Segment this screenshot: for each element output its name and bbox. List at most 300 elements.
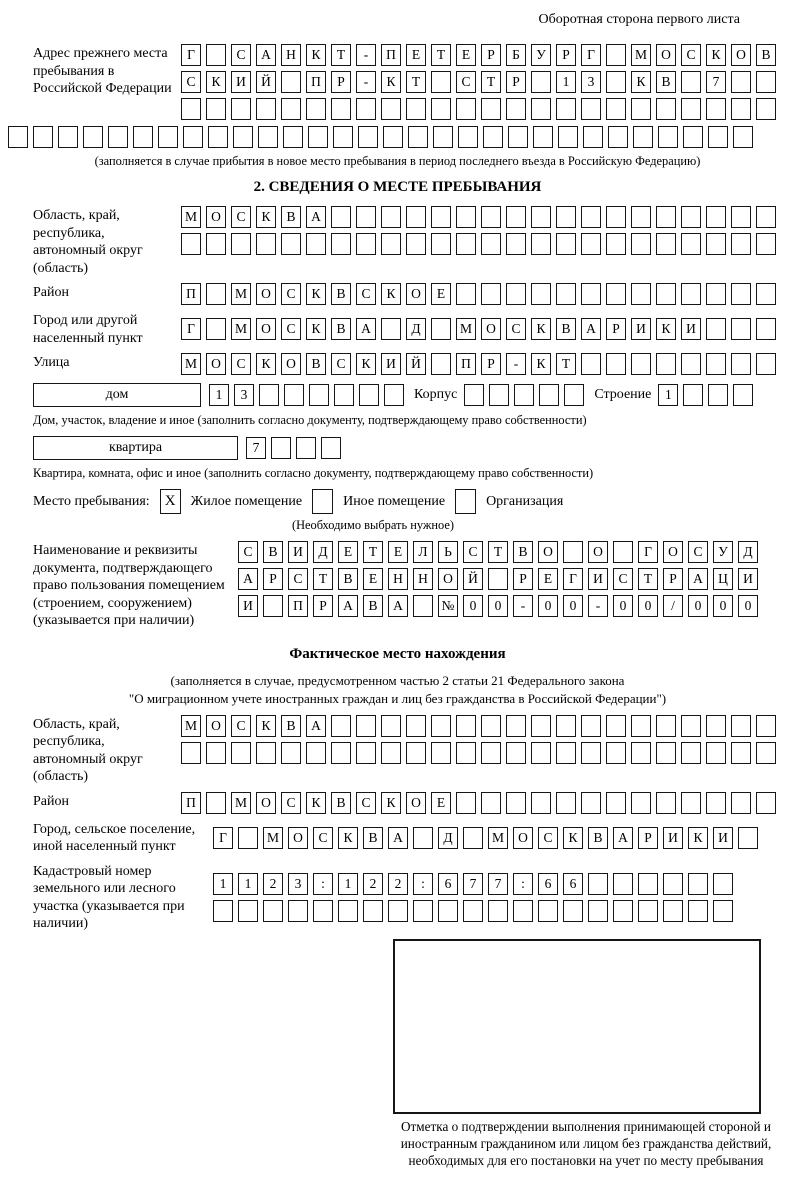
char-cell[interactable]: И bbox=[238, 595, 258, 617]
char-cell[interactable]: О bbox=[406, 792, 426, 814]
char-cell[interactable]: К bbox=[531, 353, 551, 375]
char-cell[interactable]: Д bbox=[313, 541, 333, 563]
char-cell[interactable] bbox=[306, 742, 326, 764]
char-cell[interactable] bbox=[588, 873, 608, 895]
char-cell[interactable]: Т bbox=[481, 71, 501, 93]
char-cell[interactable] bbox=[433, 126, 453, 148]
char-cell[interactable] bbox=[406, 742, 426, 764]
char-cell[interactable] bbox=[463, 900, 483, 922]
char-cell[interactable] bbox=[481, 206, 501, 228]
char-cell[interactable]: 7 bbox=[488, 873, 508, 895]
char-cell[interactable] bbox=[431, 715, 451, 737]
char-cell[interactable]: - bbox=[588, 595, 608, 617]
char-cell[interactable]: Ц bbox=[713, 568, 733, 590]
char-cell[interactable]: В bbox=[306, 353, 326, 375]
char-cell[interactable] bbox=[706, 318, 726, 340]
char-cell[interactable]: С bbox=[538, 827, 558, 849]
checkbox-inoe[interactable] bbox=[312, 489, 333, 514]
char-cell[interactable] bbox=[606, 98, 626, 120]
char-cell[interactable] bbox=[563, 900, 583, 922]
char-cell[interactable] bbox=[556, 98, 576, 120]
char-cell[interactable]: Т bbox=[363, 541, 383, 563]
char-cell[interactable] bbox=[556, 206, 576, 228]
char-cell[interactable]: Г bbox=[638, 541, 658, 563]
char-cell[interactable]: К bbox=[206, 71, 226, 93]
char-cell[interactable] bbox=[356, 206, 376, 228]
char-cell[interactable] bbox=[756, 792, 776, 814]
char-cell[interactable] bbox=[256, 742, 276, 764]
char-cell[interactable]: 2 bbox=[363, 873, 383, 895]
char-cell[interactable]: В bbox=[756, 44, 776, 66]
char-cell[interactable]: В bbox=[338, 568, 358, 590]
char-cell[interactable]: : bbox=[313, 873, 333, 895]
char-cell[interactable] bbox=[731, 715, 751, 737]
char-cell[interactable]: В bbox=[588, 827, 608, 849]
char-cell[interactable] bbox=[756, 742, 776, 764]
char-cell[interactable] bbox=[656, 206, 676, 228]
char-cell[interactable]: К bbox=[306, 44, 326, 66]
char-cell[interactable]: У bbox=[713, 541, 733, 563]
char-cell[interactable]: Т bbox=[488, 541, 508, 563]
char-cell[interactable] bbox=[431, 71, 451, 93]
char-cell[interactable] bbox=[756, 353, 776, 375]
char-cell[interactable] bbox=[231, 742, 251, 764]
char-cell[interactable]: 6 bbox=[438, 873, 458, 895]
char-cell[interactable] bbox=[564, 384, 584, 406]
char-cell[interactable]: Р bbox=[606, 318, 626, 340]
char-cell[interactable]: С bbox=[281, 283, 301, 305]
char-cell[interactable] bbox=[263, 900, 283, 922]
char-cell[interactable] bbox=[83, 126, 103, 148]
char-cell[interactable]: И bbox=[663, 827, 683, 849]
char-cell[interactable] bbox=[181, 98, 201, 120]
char-cell[interactable]: К bbox=[256, 715, 276, 737]
char-cell[interactable]: Т bbox=[313, 568, 333, 590]
char-cell[interactable]: С bbox=[613, 568, 633, 590]
char-cell[interactable] bbox=[431, 318, 451, 340]
char-cell[interactable]: С bbox=[281, 318, 301, 340]
char-cell[interactable] bbox=[359, 384, 379, 406]
char-cell[interactable] bbox=[381, 715, 401, 737]
char-cell[interactable] bbox=[656, 792, 676, 814]
char-cell[interactable] bbox=[681, 206, 701, 228]
char-cell[interactable]: С bbox=[238, 541, 258, 563]
char-cell[interactable] bbox=[256, 233, 276, 255]
char-cell[interactable]: И bbox=[588, 568, 608, 590]
char-cell[interactable]: У bbox=[531, 44, 551, 66]
char-cell[interactable] bbox=[506, 206, 526, 228]
char-cell[interactable] bbox=[431, 206, 451, 228]
char-cell[interactable] bbox=[606, 283, 626, 305]
char-cell[interactable] bbox=[464, 384, 484, 406]
char-cell[interactable] bbox=[258, 126, 278, 148]
char-cell[interactable] bbox=[231, 98, 251, 120]
char-cell[interactable]: О bbox=[663, 541, 683, 563]
char-cell[interactable]: Д bbox=[438, 827, 458, 849]
char-cell[interactable] bbox=[506, 715, 526, 737]
char-cell[interactable] bbox=[481, 792, 501, 814]
char-cell[interactable]: - bbox=[513, 595, 533, 617]
char-cell[interactable]: Е bbox=[338, 541, 358, 563]
char-cell[interactable] bbox=[363, 900, 383, 922]
char-cell[interactable]: 0 bbox=[463, 595, 483, 617]
char-cell[interactable]: 1 bbox=[338, 873, 358, 895]
char-cell[interactable] bbox=[631, 233, 651, 255]
char-cell[interactable]: Н bbox=[388, 568, 408, 590]
char-cell[interactable] bbox=[206, 318, 226, 340]
char-cell[interactable] bbox=[206, 233, 226, 255]
char-cell[interactable] bbox=[506, 742, 526, 764]
char-cell[interactable]: К bbox=[631, 71, 651, 93]
char-cell[interactable] bbox=[206, 283, 226, 305]
char-cell[interactable]: С bbox=[681, 44, 701, 66]
char-cell[interactable]: - bbox=[356, 71, 376, 93]
char-cell[interactable] bbox=[271, 437, 291, 459]
char-cell[interactable] bbox=[358, 126, 378, 148]
char-cell[interactable] bbox=[331, 742, 351, 764]
char-cell[interactable]: С bbox=[456, 71, 476, 93]
char-cell[interactable] bbox=[181, 742, 201, 764]
char-cell[interactable]: К bbox=[256, 206, 276, 228]
char-cell[interactable] bbox=[206, 44, 226, 66]
char-cell[interactable]: Е bbox=[456, 44, 476, 66]
char-cell[interactable] bbox=[413, 595, 433, 617]
char-cell[interactable] bbox=[208, 126, 228, 148]
char-cell[interactable] bbox=[431, 98, 451, 120]
char-cell[interactable] bbox=[631, 792, 651, 814]
char-cell[interactable] bbox=[631, 283, 651, 305]
char-cell[interactable] bbox=[606, 792, 626, 814]
char-cell[interactable] bbox=[681, 283, 701, 305]
char-cell[interactable]: : bbox=[413, 873, 433, 895]
char-cell[interactable] bbox=[438, 900, 458, 922]
char-cell[interactable] bbox=[381, 98, 401, 120]
char-cell[interactable] bbox=[183, 126, 203, 148]
char-cell[interactable] bbox=[531, 98, 551, 120]
char-cell[interactable] bbox=[731, 98, 751, 120]
char-cell[interactable] bbox=[381, 742, 401, 764]
char-cell[interactable] bbox=[638, 873, 658, 895]
char-cell[interactable] bbox=[613, 873, 633, 895]
char-cell[interactable] bbox=[656, 715, 676, 737]
char-cell[interactable] bbox=[458, 126, 478, 148]
char-cell[interactable]: 3 bbox=[288, 873, 308, 895]
char-cell[interactable] bbox=[481, 98, 501, 120]
char-cell[interactable] bbox=[581, 715, 601, 737]
char-cell[interactable]: И bbox=[631, 318, 651, 340]
char-cell[interactable] bbox=[656, 742, 676, 764]
char-cell[interactable] bbox=[658, 126, 678, 148]
char-cell[interactable] bbox=[663, 873, 683, 895]
char-cell[interactable] bbox=[333, 126, 353, 148]
char-cell[interactable]: 0 bbox=[688, 595, 708, 617]
char-cell[interactable] bbox=[606, 233, 626, 255]
char-cell[interactable] bbox=[456, 742, 476, 764]
char-cell[interactable]: 0 bbox=[713, 595, 733, 617]
char-cell[interactable] bbox=[513, 900, 533, 922]
char-cell[interactable] bbox=[456, 715, 476, 737]
char-cell[interactable]: М bbox=[488, 827, 508, 849]
char-cell[interactable]: И bbox=[713, 827, 733, 849]
char-cell[interactable] bbox=[731, 353, 751, 375]
char-cell[interactable]: А bbox=[356, 318, 376, 340]
checkbox-zhiloe[interactable]: X bbox=[160, 489, 181, 514]
char-cell[interactable]: Г bbox=[563, 568, 583, 590]
char-cell[interactable] bbox=[256, 98, 276, 120]
char-cell[interactable] bbox=[708, 384, 728, 406]
char-cell[interactable]: С bbox=[181, 71, 201, 93]
char-cell[interactable]: 7 bbox=[463, 873, 483, 895]
char-cell[interactable]: С bbox=[281, 792, 301, 814]
char-cell[interactable] bbox=[356, 233, 376, 255]
char-cell[interactable] bbox=[731, 792, 751, 814]
char-cell[interactable] bbox=[631, 715, 651, 737]
char-cell[interactable]: Й bbox=[406, 353, 426, 375]
char-cell[interactable]: Г bbox=[213, 827, 233, 849]
char-cell[interactable] bbox=[481, 283, 501, 305]
char-cell[interactable]: В bbox=[263, 541, 283, 563]
char-cell[interactable] bbox=[581, 283, 601, 305]
char-cell[interactable] bbox=[756, 98, 776, 120]
char-cell[interactable]: И bbox=[231, 71, 251, 93]
char-cell[interactable] bbox=[408, 126, 428, 148]
char-cell[interactable]: Т bbox=[406, 71, 426, 93]
char-cell[interactable] bbox=[606, 44, 626, 66]
char-cell[interactable] bbox=[384, 384, 404, 406]
char-cell[interactable]: С bbox=[463, 541, 483, 563]
char-cell[interactable] bbox=[321, 437, 341, 459]
char-cell[interactable] bbox=[283, 126, 303, 148]
char-cell[interactable] bbox=[756, 71, 776, 93]
char-cell[interactable] bbox=[681, 742, 701, 764]
char-cell[interactable]: А bbox=[388, 827, 408, 849]
char-cell[interactable] bbox=[413, 900, 433, 922]
char-cell[interactable] bbox=[706, 792, 726, 814]
char-cell[interactable]: А bbox=[388, 595, 408, 617]
char-cell[interactable] bbox=[539, 384, 559, 406]
char-cell[interactable] bbox=[456, 206, 476, 228]
char-cell[interactable] bbox=[388, 900, 408, 922]
char-cell[interactable]: О bbox=[731, 44, 751, 66]
char-cell[interactable]: С bbox=[231, 715, 251, 737]
char-cell[interactable]: Н bbox=[413, 568, 433, 590]
char-cell[interactable] bbox=[506, 98, 526, 120]
char-cell[interactable]: 1 bbox=[213, 873, 233, 895]
char-cell[interactable] bbox=[489, 384, 509, 406]
char-cell[interactable] bbox=[756, 715, 776, 737]
char-cell[interactable] bbox=[581, 742, 601, 764]
char-cell[interactable] bbox=[158, 126, 178, 148]
char-cell[interactable]: И bbox=[381, 353, 401, 375]
char-cell[interactable] bbox=[531, 283, 551, 305]
char-cell[interactable]: Г bbox=[181, 44, 201, 66]
char-cell[interactable] bbox=[58, 126, 78, 148]
char-cell[interactable]: Д bbox=[406, 318, 426, 340]
char-cell[interactable]: И bbox=[681, 318, 701, 340]
char-cell[interactable]: С bbox=[231, 44, 251, 66]
char-cell[interactable]: Р bbox=[513, 568, 533, 590]
char-cell[interactable] bbox=[638, 900, 658, 922]
char-cell[interactable]: 1 bbox=[238, 873, 258, 895]
char-cell[interactable] bbox=[733, 384, 753, 406]
char-cell[interactable]: М bbox=[181, 715, 201, 737]
char-cell[interactable]: / bbox=[663, 595, 683, 617]
char-cell[interactable] bbox=[706, 353, 726, 375]
char-cell[interactable]: К bbox=[381, 283, 401, 305]
char-cell[interactable] bbox=[681, 792, 701, 814]
char-cell[interactable] bbox=[588, 900, 608, 922]
char-cell[interactable] bbox=[181, 233, 201, 255]
char-cell[interactable]: 0 bbox=[538, 595, 558, 617]
char-cell[interactable] bbox=[708, 126, 728, 148]
char-cell[interactable] bbox=[108, 126, 128, 148]
char-cell[interactable] bbox=[613, 900, 633, 922]
char-cell[interactable]: С bbox=[288, 568, 308, 590]
char-cell[interactable] bbox=[681, 715, 701, 737]
char-cell[interactable]: И bbox=[288, 541, 308, 563]
char-cell[interactable] bbox=[306, 98, 326, 120]
char-cell[interactable] bbox=[331, 206, 351, 228]
char-cell[interactable] bbox=[556, 792, 576, 814]
char-cell[interactable] bbox=[706, 742, 726, 764]
char-cell[interactable] bbox=[733, 126, 753, 148]
char-cell[interactable] bbox=[731, 283, 751, 305]
char-cell[interactable]: О bbox=[206, 715, 226, 737]
char-cell[interactable] bbox=[213, 900, 233, 922]
char-cell[interactable] bbox=[281, 71, 301, 93]
char-cell[interactable]: М bbox=[231, 283, 251, 305]
char-cell[interactable]: К bbox=[306, 283, 326, 305]
char-cell[interactable] bbox=[331, 98, 351, 120]
char-cell[interactable] bbox=[731, 71, 751, 93]
char-cell[interactable]: О bbox=[288, 827, 308, 849]
char-cell[interactable]: 2 bbox=[263, 873, 283, 895]
char-cell[interactable] bbox=[334, 384, 354, 406]
char-cell[interactable]: О bbox=[538, 541, 558, 563]
char-cell[interactable]: Р bbox=[331, 71, 351, 93]
char-cell[interactable]: А bbox=[306, 715, 326, 737]
char-cell[interactable] bbox=[756, 233, 776, 255]
char-cell[interactable] bbox=[706, 715, 726, 737]
char-cell[interactable] bbox=[688, 873, 708, 895]
char-cell[interactable]: 7 bbox=[246, 437, 266, 459]
char-cell[interactable] bbox=[483, 126, 503, 148]
char-cell[interactable] bbox=[406, 206, 426, 228]
char-cell[interactable]: 1 bbox=[658, 384, 678, 406]
char-cell[interactable] bbox=[631, 206, 651, 228]
char-cell[interactable] bbox=[556, 233, 576, 255]
char-cell[interactable] bbox=[308, 126, 328, 148]
char-cell[interactable] bbox=[284, 384, 304, 406]
char-cell[interactable] bbox=[756, 206, 776, 228]
char-cell[interactable] bbox=[531, 792, 551, 814]
char-cell[interactable]: Ь bbox=[438, 541, 458, 563]
char-cell[interactable] bbox=[381, 233, 401, 255]
char-cell[interactable]: С bbox=[231, 206, 251, 228]
char-cell[interactable] bbox=[713, 873, 733, 895]
char-cell[interactable]: К bbox=[306, 318, 326, 340]
char-cell[interactable] bbox=[606, 206, 626, 228]
char-cell[interactable]: О bbox=[256, 792, 276, 814]
char-cell[interactable] bbox=[581, 98, 601, 120]
char-cell[interactable]: 6 bbox=[538, 873, 558, 895]
char-cell[interactable]: Д bbox=[738, 541, 758, 563]
char-cell[interactable] bbox=[238, 827, 258, 849]
char-cell[interactable]: № bbox=[438, 595, 458, 617]
char-cell[interactable] bbox=[663, 900, 683, 922]
char-cell[interactable] bbox=[206, 742, 226, 764]
char-cell[interactable] bbox=[756, 283, 776, 305]
char-cell[interactable] bbox=[681, 233, 701, 255]
char-cell[interactable] bbox=[531, 742, 551, 764]
char-cell[interactable] bbox=[706, 206, 726, 228]
char-cell[interactable] bbox=[656, 233, 676, 255]
char-cell[interactable] bbox=[456, 98, 476, 120]
char-cell[interactable] bbox=[356, 742, 376, 764]
char-cell[interactable] bbox=[531, 206, 551, 228]
char-cell[interactable]: К bbox=[531, 318, 551, 340]
char-cell[interactable] bbox=[506, 233, 526, 255]
char-cell[interactable] bbox=[463, 827, 483, 849]
char-cell[interactable]: С bbox=[506, 318, 526, 340]
char-cell[interactable]: Е bbox=[363, 568, 383, 590]
char-cell[interactable] bbox=[556, 283, 576, 305]
char-cell[interactable] bbox=[681, 71, 701, 93]
char-cell[interactable]: М bbox=[231, 792, 251, 814]
char-cell[interactable]: А bbox=[581, 318, 601, 340]
char-cell[interactable] bbox=[313, 900, 333, 922]
char-cell[interactable] bbox=[296, 437, 316, 459]
char-cell[interactable]: А bbox=[306, 206, 326, 228]
char-cell[interactable] bbox=[531, 715, 551, 737]
char-cell[interactable] bbox=[613, 541, 633, 563]
char-cell[interactable] bbox=[731, 318, 751, 340]
char-cell[interactable]: М bbox=[181, 206, 201, 228]
char-cell[interactable]: Р bbox=[481, 353, 501, 375]
char-cell[interactable] bbox=[413, 827, 433, 849]
char-cell[interactable] bbox=[683, 126, 703, 148]
char-cell[interactable] bbox=[556, 742, 576, 764]
char-cell[interactable] bbox=[33, 126, 53, 148]
char-cell[interactable]: Т bbox=[431, 44, 451, 66]
char-cell[interactable]: О bbox=[588, 541, 608, 563]
char-cell[interactable] bbox=[508, 126, 528, 148]
char-cell[interactable]: О bbox=[256, 283, 276, 305]
char-cell[interactable] bbox=[581, 233, 601, 255]
char-cell[interactable]: Р bbox=[481, 44, 501, 66]
char-cell[interactable] bbox=[606, 71, 626, 93]
char-cell[interactable] bbox=[356, 98, 376, 120]
char-cell[interactable]: К bbox=[356, 353, 376, 375]
char-cell[interactable]: К bbox=[256, 353, 276, 375]
char-cell[interactable] bbox=[133, 126, 153, 148]
char-cell[interactable]: М bbox=[263, 827, 283, 849]
char-cell[interactable] bbox=[756, 318, 776, 340]
char-cell[interactable] bbox=[206, 98, 226, 120]
char-cell[interactable] bbox=[356, 715, 376, 737]
char-cell[interactable]: О bbox=[281, 353, 301, 375]
char-cell[interactable]: П bbox=[456, 353, 476, 375]
char-cell[interactable]: А bbox=[238, 568, 258, 590]
char-cell[interactable] bbox=[281, 98, 301, 120]
char-cell[interactable]: А bbox=[256, 44, 276, 66]
char-cell[interactable]: С bbox=[313, 827, 333, 849]
char-cell[interactable]: О bbox=[206, 353, 226, 375]
char-cell[interactable]: 0 bbox=[738, 595, 758, 617]
char-cell[interactable]: 2 bbox=[388, 873, 408, 895]
char-cell[interactable]: : bbox=[513, 873, 533, 895]
char-cell[interactable]: Л bbox=[413, 541, 433, 563]
